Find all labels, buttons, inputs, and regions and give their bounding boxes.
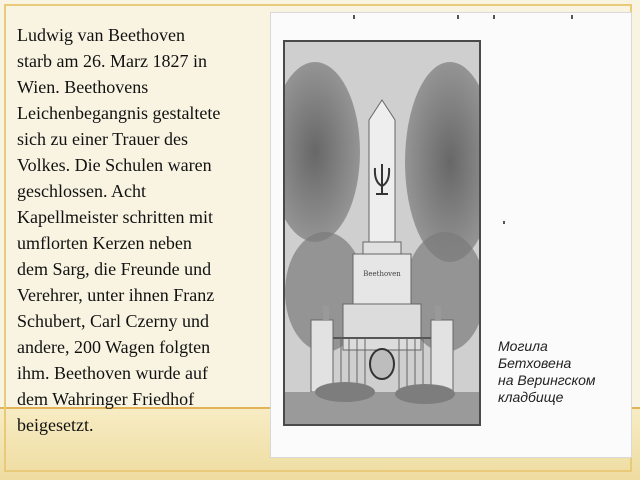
caption-line: на Верингском (498, 372, 596, 388)
body-text-line: dem Sarg, die Freunde und (17, 259, 212, 279)
scan-speck (457, 15, 459, 19)
fence-post-left (311, 320, 333, 392)
slide-body-text (17, 22, 267, 438)
body-text-line: Verehrer, unter ihnen Franz (17, 285, 215, 305)
beethoven-grave-photo (283, 40, 481, 426)
caption-line: Могила Бетховена (498, 338, 572, 371)
body-text-line: Ludwig van Beethoven (17, 25, 185, 45)
body-text-line: Wien. Beethovens (17, 77, 149, 97)
body-text-line: Leichenbegangnis gestaltete (17, 103, 221, 123)
body-text-line: beigesetzt. (17, 415, 94, 435)
caption-line: кладбище (498, 389, 564, 405)
fence-post-right (431, 320, 453, 392)
pedestal (353, 254, 411, 304)
body-text-line: dem Wahringer Friedhof (17, 389, 195, 409)
scanned-photo-card (270, 12, 632, 458)
body-text-line: umflorten Kerzen neben (17, 233, 192, 253)
body-text-line: ihm. Beethoven wurde auf (17, 363, 208, 383)
scan-speck (503, 221, 505, 224)
body-text-line: sich zu einer Trauer des (17, 129, 188, 149)
body-text-line: Schubert, Carl Czerny und (17, 311, 209, 331)
scan-speck (493, 15, 495, 19)
photo-caption (498, 338, 624, 406)
body-text-line: andere, 200 Wagen folgten (17, 337, 211, 357)
scan-speck (571, 15, 573, 19)
wreath (370, 349, 394, 379)
body-text-line: Volkes. Die Schulen waren (17, 155, 212, 175)
body-text-line: Kapellmeister schritten mit (17, 207, 213, 227)
grave-monument-illustration (285, 42, 479, 424)
inscription-beethoven: Beethoven (363, 270, 401, 278)
scan-speck (353, 15, 355, 19)
body-text-line: geschlossen. Acht (17, 181, 146, 201)
body-text-line: starb am 26. Marz 1827 in (17, 51, 207, 71)
